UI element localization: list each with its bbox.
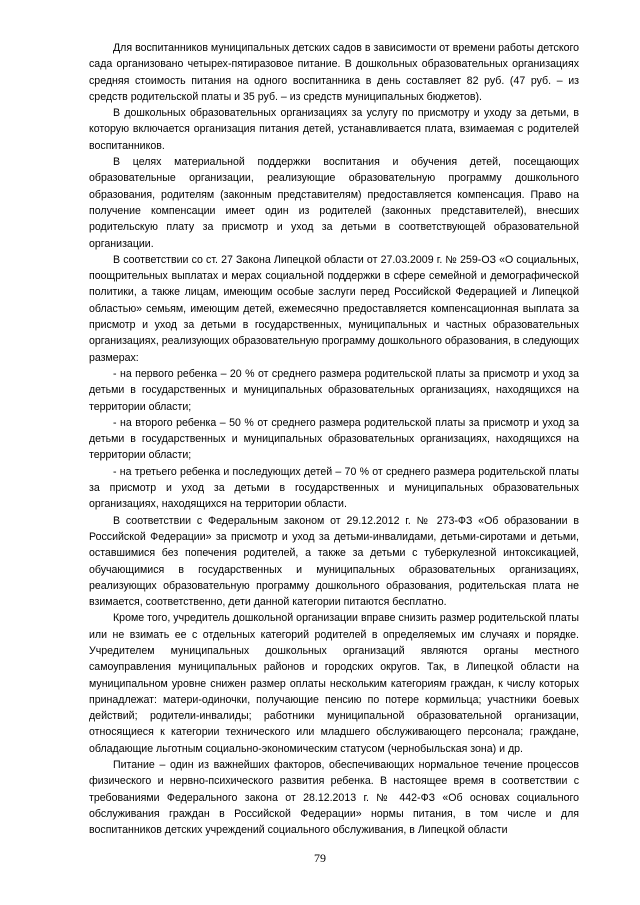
list-item-second-child: - на второго ребенка – 50 % от среднего размера родительской платы за присмотр и уход за детьми в государственных и муниципальных образовательных организациях, находящихся на территории области; <box>89 416 579 462</box>
list-item-third-child: - на третьего ребенка и последующих детей – 70 % от среднего размера родительской платы за присмотр и уход за детьми в государственных и муниципальных образовательных организациях, находящихся на территории области. <box>89 465 579 511</box>
paragraph-federal-law: В соответствии с Федеральным законом от 29.12.2012 г. № 273-ФЗ «Об образовании в Российской Федерации» за присмотр и уход за детьми-инвалидами, детьми-сиротами и детьми, оставшимися без попечения родителей, а также за детьми с туберкулезной интоксикацией, обучающимися в государственных и муниципальных образовательных организациях, реализующих образовательную программу дошкольного образования, родительская плата не взимается, соответственно, дети данной категории питаются бесплатно. <box>89 514 579 609</box>
document-body <box>89 40 579 839</box>
paragraph-regional-law: В соответствии со ст. 27 Закона Липецкой области от 27.03.2009 г. № 259-ОЗ «О социальных, поощрительных выплатах и мерах социальной поддержки в сфере семейной и демографической политики, а также лицам, имеющим особые заслуги перед Российской Федерацией и Липецкой областью» семьям, имеющим детей, ежемесячно предоставляется компенсационная выплата за присмотр и уход за детьми в государственных, муниципальных и частных образовательных организациях, реализующих образовательную программу дошкольного образования, в следующих размерах: <box>89 253 579 364</box>
list-item-first-child: - на первого ребенка – 20 % от среднего размера родительской платы за присмотр и уход за детьми в государственных и муниципальных образовательных организациях, находящихся на территории области; <box>89 367 579 413</box>
paragraph-compensation: В целях материальной поддержки воспитания и обучения детей, посещающих образовательные организации, реализующие образовательную программу дошкольного образования, родителям (законным представителям) предоставляется компенсация. Право на получение компенсации имеет один из родителей (законных представителей), внесших родительскую плату за присмотр и уход за детьми в соответствующей образовательной организации. <box>89 156 579 250</box>
paragraph-parental-fee: В дошкольных образовательных организациях за услугу по присмотру и уходу за детьми, в которую включается организация питания детей, устанавливается плата, взимаемая с родителей воспитанников. <box>89 107 579 152</box>
page-number: 79 <box>314 851 326 865</box>
paragraph-founder-discounts: Кроме того, учредитель дошкольной организации вправе снизить размер родительской платы или не взимать ее с отдельных категорий родителей в определяемых им случаях и порядке. Учредителем муниципальных дошкольных организаций являются органы местного самоуправления муниципальных районов и городских округов. Так, в Липецкой области на муниципальном уровне снижен размер оплаты нескольким категориям граждан, к числу которых принадлежат: матери-одиночки, получающие пенсию по потере кормильца; участники боевых действий; родители-инвалиды; работники муниципальной образовательной организации, относящиеся к категории технического или младшего обслуживающего персонала; граждане, обладающие льготным социально-экономическим статусом (чернобыльская зона) и др. <box>89 612 579 755</box>
paragraph-meal-organization: Для воспитанников муниципальных детских садов в зависимости от времени работы детского сада организовано четырех-пятиразовое питание. В дошкольных образовательных организациях средняя стоимость питания на одного воспитанника в день составляет 82 руб. (47 руб. – из средств родительской платы и 35 руб. – из средств муниципальных бюджетов). <box>89 42 579 103</box>
paragraph-nutrition: Питание – один из важнейших факторов, обеспечивающих нормальное течение процессов физического и нервно-психического развития ребенка. В настоящее время в соответствии с требованиями Федерального закона от 28.12.2013 г. № 442-ФЗ «Об основах социального обслуживания граждан в Российской Федерации» нормы питания, в том числе и для воспитанников детских учреждений социального обслуживания, в Липецкой области <box>89 759 579 837</box>
